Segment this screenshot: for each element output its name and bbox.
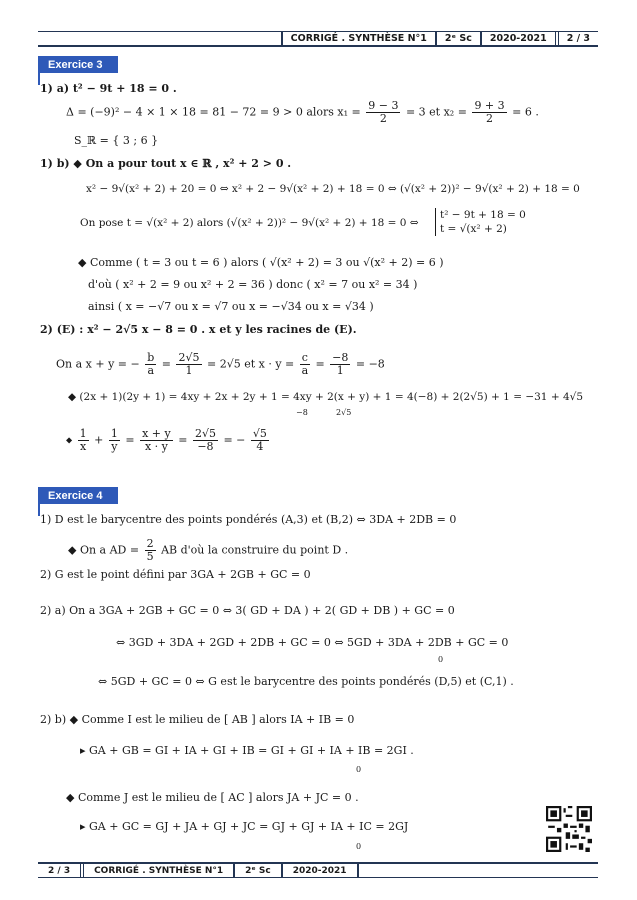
ex3-expansion-note-1: −8 xyxy=(296,408,308,417)
ex3-line-1: 1) a) t² − 9t + 18 = 0 . xyxy=(40,82,177,95)
ex3-hence-line: d'où ( x² + 2 = 9 ou x² + 2 = 36 ) donc ( x² = 7 ou x² = 34 ) xyxy=(88,278,418,291)
ex4-step-2: ⇔ 3GD + 3DA + 2GD + 2DB + GC = 0 ⇔ 5GD + 3DA + 2DB + GC = 0 xyxy=(116,636,509,649)
ex4-sum-gj-note: 0 xyxy=(356,842,362,851)
ex4-conclusion-2a: ⇔ 5GD + GC = 0 ⇔ G est le barycentre des points pondérés (D,5) et (C,1) . xyxy=(98,675,514,688)
ex4-part-2a: 2) a) On a 3GA + 2GB + GC = 0 ⇔ 3( GD + DA ) + 2( GD + DB ) + GC = 0 xyxy=(40,604,455,617)
exercise-4-tag: Exercice 4 xyxy=(38,487,118,504)
footer-title: CORRIGÉ . SYNTHÈSE N°1 xyxy=(84,864,235,877)
ex3-thus-line: ainsi ( x = −√7 ou x = √7 ou x = −√34 ou x = √34 ) xyxy=(88,300,374,313)
page-header xyxy=(38,31,598,47)
ex4-line-2: ◆ On a AD = $\frac{2}{5}$ AB d'où la construire du point D . xyxy=(68,537,349,563)
header-title: CORRIGÉ . SYNTHÈSE N°1 xyxy=(281,32,435,45)
ex4-step-2-note: 0 xyxy=(438,655,444,664)
qr-code-icon xyxy=(546,806,592,852)
ex3-expansion-note-2: 2√5 xyxy=(336,408,352,417)
footer-level: 2ᵉ Sc xyxy=(235,864,283,877)
header-year: 2020-2021 xyxy=(480,32,555,45)
ex3-since-line: ◆ Comme ( t = 3 ou t = 6 ) alors ( √(x² + 2) = 3 ou √(x² + 2) = 6 ) xyxy=(78,256,444,269)
ex3-system: t² − 9t + 18 = 0 t = √(x² + 2) xyxy=(435,208,526,236)
ex3-line-2: Δ = (−9)² − 4 × 1 × 18 = 81 − 72 = 9 > 0 alors x₁ = $\frac{9 - 3}{2}$ = 3 et x₂ = $\frac{9 + 3}{2}$ = 6 . xyxy=(66,99,539,125)
header-level: 2ᵉ Sc xyxy=(435,32,480,45)
ex3-sum-product: On a x + y = − $\frac{b}{a}$ = $\frac{2√5}{1}$ = 2√5 et x · y = $\frac{c}{a}$ = $\frac{-8}{1}$ = −8 xyxy=(56,351,385,377)
ex3-equation-chain: x² − 9√(x² + 2) + 20 = 0 ⇔ x² + 2 − 9√(x² + 2) + 18 = 0 ⇔ (√(x² + 2))² − 9√(x² + 2) + 18 = 0 xyxy=(86,183,580,195)
ex3-expansion: ◆ (2x + 1)(2y + 1) = 4xy + 2x + 2y + 1 = 4xy + 2(x + y) + 1 = 4(−8) + 2(2√5) + 1 = −31 + 4√5 xyxy=(68,391,584,403)
ex3-part-2: 2) (E) : x² − 2√5 x − 8 = 0 . x et y les racines de (E). xyxy=(40,323,357,336)
footer-page: 2 / 3 xyxy=(38,864,84,877)
ex3-substitution: On pose t = √(x² + 2) alors (√(x² + 2))² − 9√(x² + 2) + 18 = 0 ⇔ xyxy=(80,217,419,229)
ex4-part-2b: 2) b) ◆ Comme I est le milieu de [ AB ] alors IA + IB = 0 xyxy=(40,713,355,726)
ex4-line-1: 1) D est le barycentre des points pondérés (A,3) et (B,2) ⇔ 3DA + 2DB = 0 xyxy=(40,513,457,526)
page-footer xyxy=(38,862,598,878)
ex4-sum-gi-note: 0 xyxy=(356,765,362,774)
ex4-midpoint-j: ◆ Comme J est le milieu de [ AC ] alors JA + JC = 0 . xyxy=(66,791,359,804)
ex4-sum-gi: ▸ GA + GB = GI + IA + GI + IB = GI + GI + IA + IB = 2GI . xyxy=(80,744,414,757)
footer-year: 2020-2021 xyxy=(283,864,359,877)
exercise-3-tag: Exercice 3 xyxy=(38,56,118,73)
ex3-solution-set: S_ℝ = { 3 ; 6 } xyxy=(74,134,159,147)
ex3-line-1b: 1) b) ◆ On a pour tout x ∈ ℝ , x² + 2 > 0 . xyxy=(40,157,292,170)
ex3-reciprocal-sum: ◆ $\frac{1}{x}$ + $\frac{1}{y}$ = $\frac{x + y}{x \cdot y}$ = $\frac{2√5}{-8}$ = − $\frac{√5}{4}$ xyxy=(66,427,267,453)
ex4-sum-gj: ▸ GA + GC = GJ + JA + GJ + JC = GJ + GJ + IA + IC = 2GJ xyxy=(80,820,409,833)
ex4-line-3: 2) G est le point défini par 3GA + 2GB + GC = 0 xyxy=(40,568,311,581)
header-page: 2 / 3 xyxy=(555,32,598,45)
